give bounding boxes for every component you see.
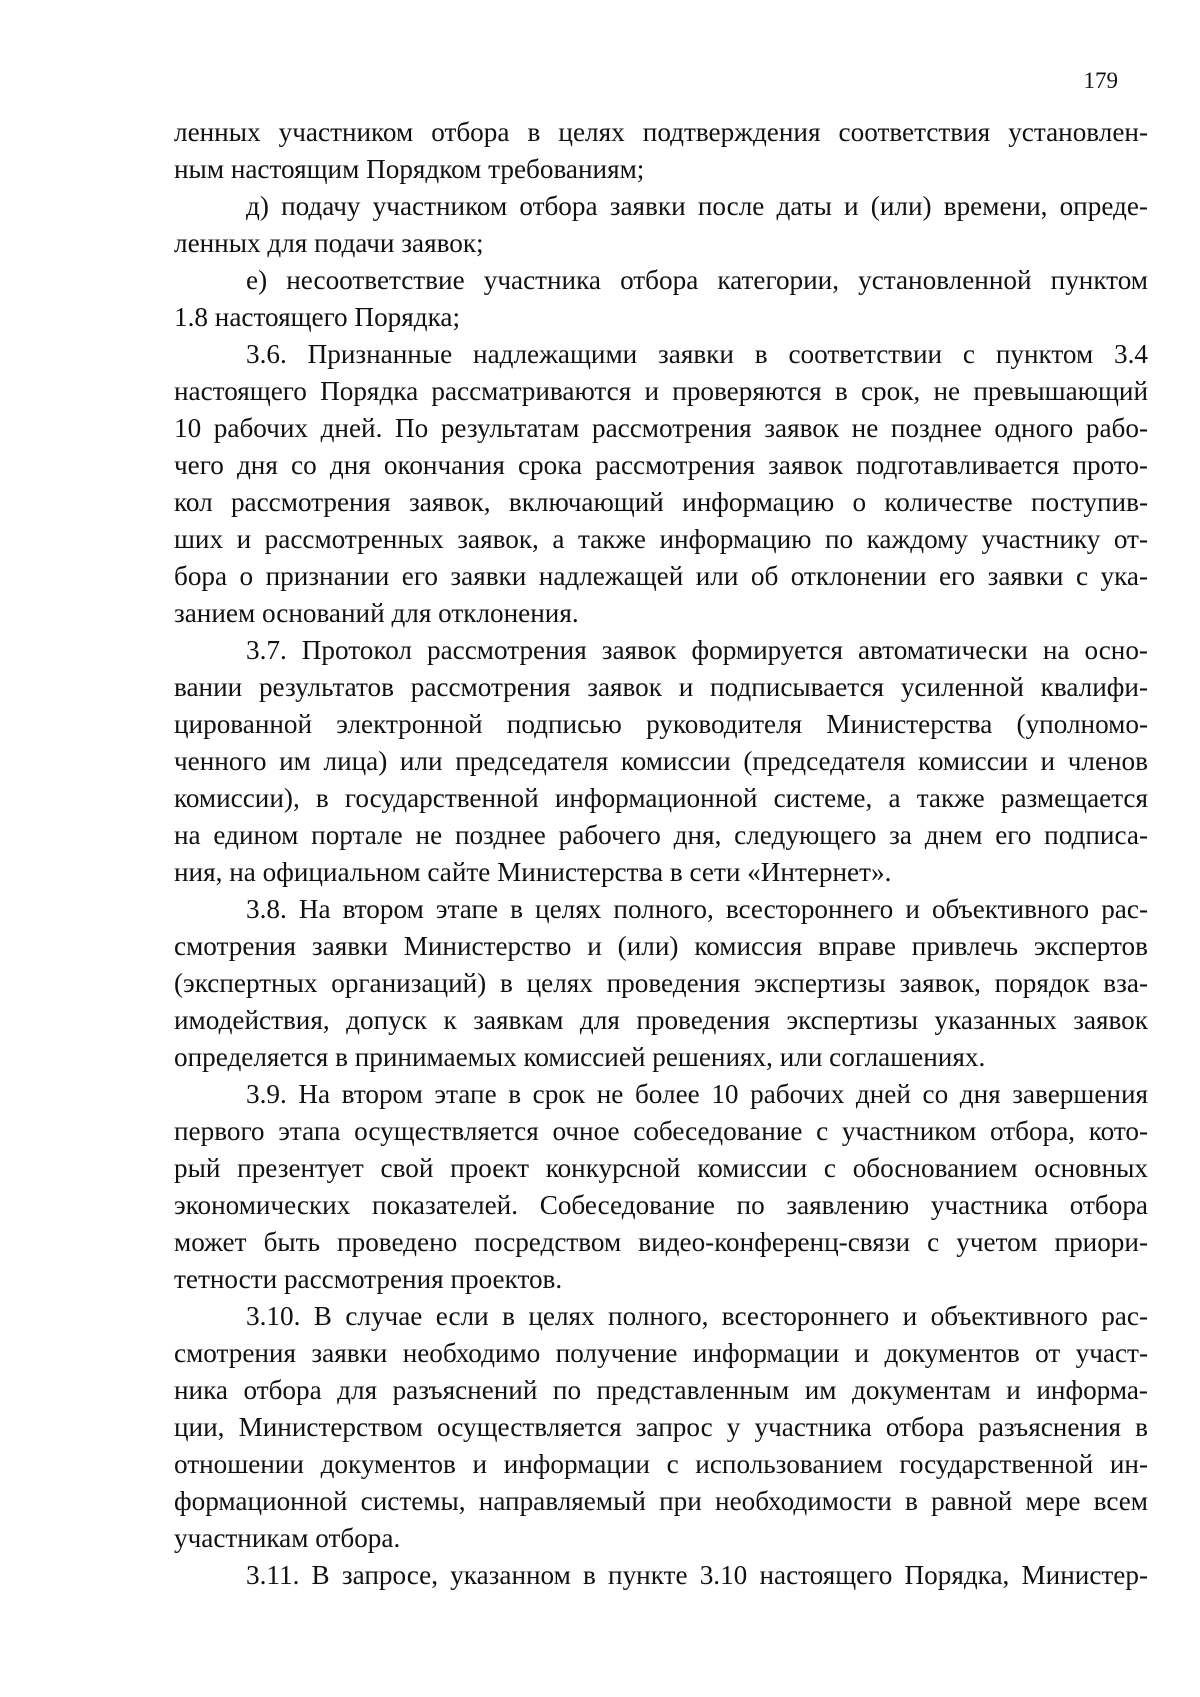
text-line: чего дня со дня окончания срока рассмотрения заявок подготавливается прото- xyxy=(174,450,1148,480)
text-line: 3.7. Протокол рассмотрения заявок формируется автоматически на осно- xyxy=(246,635,1148,665)
text-line: (экспертных организаций) в целях проведения экспертизы заявок, порядок вза- xyxy=(174,968,1148,998)
text-line: е) несоответствие участника отбора категории, установленной пунктом xyxy=(246,265,1148,295)
text-line: может быть проведено посредством видео-конференц-связи с учетом приори- xyxy=(174,1227,1148,1257)
text-line: бора о признании его заявки надлежащей или об отклонении его заявки с ука- xyxy=(174,561,1148,591)
text-line: ным настоящим Порядком требованиям; xyxy=(174,154,645,184)
page-number: 179 xyxy=(1083,68,1118,93)
text-line: экономических показателей. Собеседование по заявлению участника отбора xyxy=(174,1190,1148,1220)
text-line: ника отбора для разъяснений по представленным им документам и информа- xyxy=(174,1375,1148,1405)
text-line: ченного им лица) или председателя комиссии (председателя комиссии и членов xyxy=(174,746,1148,776)
text-line: 3.11. В запросе, указанном в пункте 3.10 настоящего Порядка, Министер- xyxy=(246,1560,1148,1590)
text-line: 3.9. На втором этапе в срок не более 10 рабочих дней со дня завершения xyxy=(246,1079,1148,1109)
text-line: 10 рабочих дней. По результатам рассмотрения заявок не позднее одного рабо- xyxy=(174,413,1148,443)
text-line: тетности рассмотрения проектов. xyxy=(174,1264,563,1294)
text-line: занием оснований для отклонения. xyxy=(174,598,579,628)
text-line: вании результатов рассмотрения заявок и подписывается усиленной квалифи- xyxy=(174,672,1148,702)
document-body xyxy=(174,114,1148,1594)
text-line: смотрения заявки необходимо получение информации и документов от участ- xyxy=(174,1338,1148,1368)
text-line: на едином портале не позднее рабочего дня, следующего за днем его подписа- xyxy=(174,820,1148,850)
text-line: 3.10. В случае если в целях полного, всестороннего и объективного рас- xyxy=(246,1301,1148,1331)
text-line: имодействия, допуск к заявкам для проведения экспертизы указанных заявок xyxy=(174,1005,1148,1035)
text-line: настоящего Порядка рассматриваются и проверяются в срок, не превышающий xyxy=(174,376,1148,406)
text-line: кол рассмотрения заявок, включающий информацию о количестве поступив- xyxy=(174,487,1148,517)
text-line: ших и рассмотренных заявок, а также информацию по каждому участнику от- xyxy=(174,524,1148,554)
text-line: первого этапа осуществляется очное собеседование с участником отбора, кото- xyxy=(174,1116,1148,1146)
text-line: д) подачу участником отбора заявки после даты и (или) времени, опреде- xyxy=(246,191,1148,221)
text-line: цированной электронной подписью руководителя Министерства (уполномо- xyxy=(174,709,1148,739)
text-line: смотрения заявки Министерство и (или) комиссия вправе привлечь экспертов xyxy=(174,931,1148,961)
text-line: рый презентует свой проект конкурсной комиссии с обоснованием основных xyxy=(174,1153,1148,1183)
text-line: отношении документов и информации с использованием государственной ин- xyxy=(174,1449,1148,1479)
text-line: формационной системы, направляемый при необходимости в равной мере всем xyxy=(174,1486,1148,1516)
text-line: определяется в принимаемых комиссией решениях, или соглашениях. xyxy=(174,1042,986,1072)
text-line: ции, Министерством осуществляется запрос у участника отбора разъяснения в xyxy=(174,1412,1148,1442)
text-line: ленных участником отбора в целях подтверждения соответствия установлен- xyxy=(174,117,1148,147)
text-line: 1.8 настоящего Порядка; xyxy=(174,302,461,332)
text-line: ния, на официальном сайте Министерства в сети «Интернет». xyxy=(174,857,892,887)
text-line: 3.6. Признанные надлежащими заявки в соответствии с пунктом 3.4 xyxy=(246,339,1148,369)
text-line: комиссии), в государственной информационной системе, а также размещается xyxy=(174,783,1148,813)
text-line: ленных для подачи заявок; xyxy=(174,228,484,258)
text-line: участникам отбора. xyxy=(174,1523,401,1553)
text-line: 3.8. На втором этапе в целях полного, всестороннего и объективного рас- xyxy=(246,894,1148,924)
